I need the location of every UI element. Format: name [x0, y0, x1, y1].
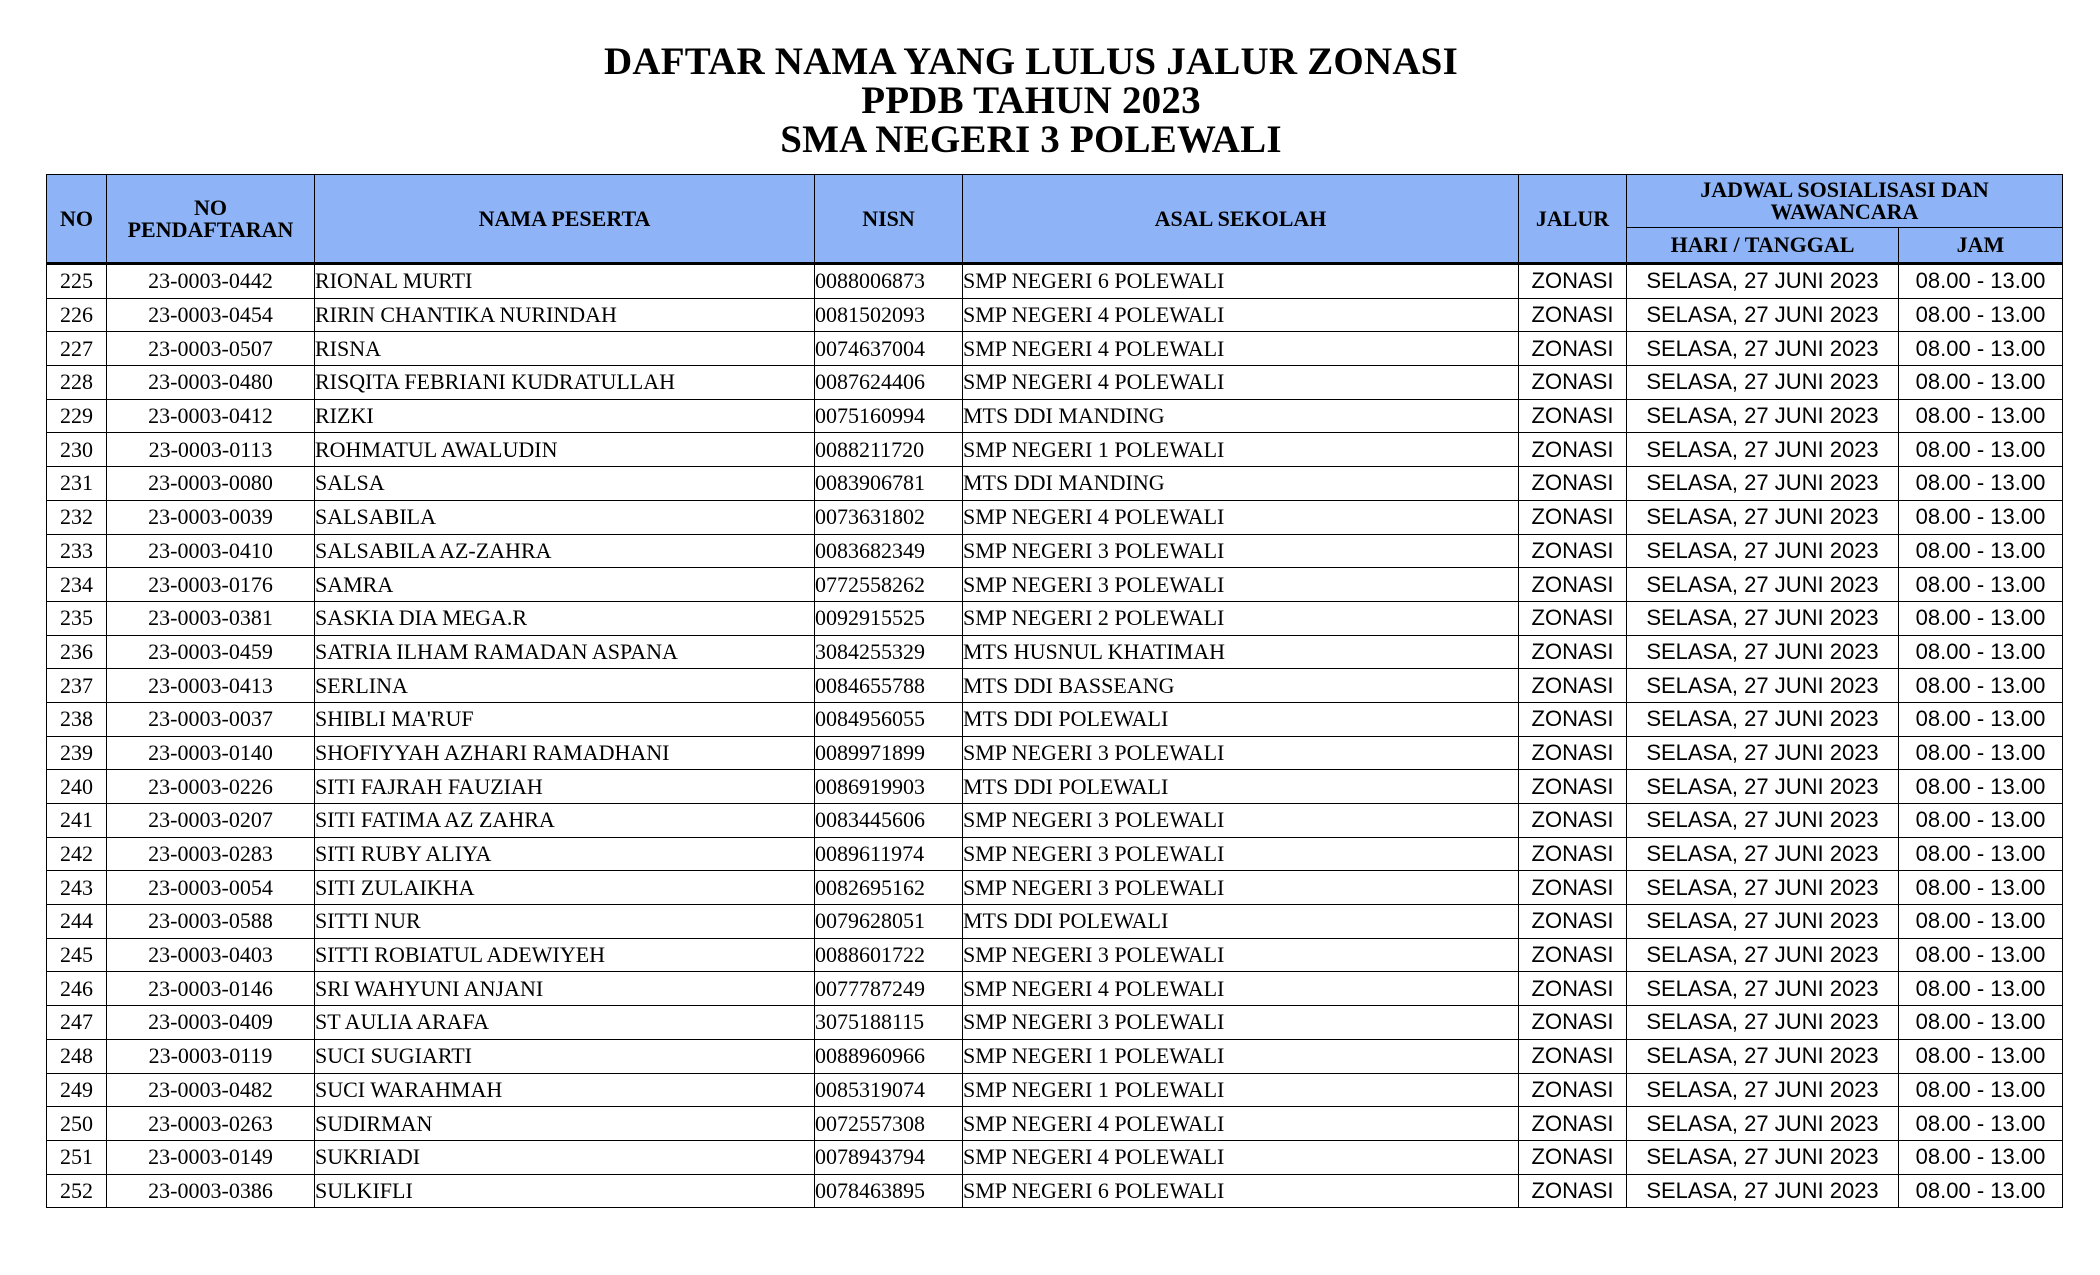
table-row	[47, 736, 2063, 770]
cell-nisn: 0088960966	[815, 1039, 963, 1073]
table-row	[47, 568, 2063, 602]
cell-no-pendaftaran: 23-0003-0412	[107, 399, 315, 433]
cell-jam: 08.00 - 13.00	[1899, 1073, 2063, 1107]
cell-nama-peserta: SATRIA ILHAM RAMADAN ASPANA	[315, 635, 815, 669]
cell-nisn: 0078943794	[815, 1140, 963, 1174]
cell-no: 242	[47, 837, 107, 871]
cell-hari-tanggal: SELASA, 27 JUNI 2023	[1627, 366, 1899, 400]
table-row	[47, 837, 2063, 871]
cell-nama-peserta: SAMRA	[315, 568, 815, 602]
cell-jalur: ZONASI	[1519, 1140, 1627, 1174]
cell-asal-sekolah: SMP NEGERI 3 POLEWALI	[963, 736, 1519, 770]
cell-nama-peserta: ROHMATUL AWALUDIN	[315, 433, 815, 467]
cell-asal-sekolah: SMP NEGERI 1 POLEWALI	[963, 1039, 1519, 1073]
cell-no-pendaftaran: 23-0003-0146	[107, 972, 315, 1006]
table-row	[47, 534, 2063, 568]
cell-asal-sekolah: MTS DDI MANDING	[963, 467, 1519, 501]
cell-hari-tanggal: SELASA, 27 JUNI 2023	[1627, 905, 1899, 939]
participants-table	[46, 174, 2063, 1208]
cell-hari-tanggal: SELASA, 27 JUNI 2023	[1627, 264, 1899, 299]
table-row	[47, 399, 2063, 433]
cell-nisn: 0088601722	[815, 938, 963, 972]
cell-jalur: ZONASI	[1519, 298, 1627, 332]
cell-no-pendaftaran: 23-0003-0140	[107, 736, 315, 770]
cell-nama-peserta: SUKRIADI	[315, 1140, 815, 1174]
cell-asal-sekolah: SMP NEGERI 4 POLEWALI	[963, 298, 1519, 332]
cell-nisn: 0078463895	[815, 1174, 963, 1208]
cell-jam: 08.00 - 13.00	[1899, 500, 2063, 534]
cell-no: 239	[47, 736, 107, 770]
cell-no-pendaftaran: 23-0003-0080	[107, 467, 315, 501]
cell-hari-tanggal: SELASA, 27 JUNI 2023	[1627, 1107, 1899, 1141]
cell-jam: 08.00 - 13.00	[1899, 905, 2063, 939]
cell-hari-tanggal: SELASA, 27 JUNI 2023	[1627, 1039, 1899, 1073]
cell-nisn: 0086919903	[815, 770, 963, 804]
cell-asal-sekolah: MTS DDI POLEWALI	[963, 770, 1519, 804]
cell-hari-tanggal: SELASA, 27 JUNI 2023	[1627, 332, 1899, 366]
cell-asal-sekolah: SMP NEGERI 1 POLEWALI	[963, 1073, 1519, 1107]
header-asal-sekolah: ASAL SEKOLAH	[963, 175, 1519, 264]
cell-jam: 08.00 - 13.00	[1899, 1107, 2063, 1141]
cell-nisn: 3075188115	[815, 1006, 963, 1040]
cell-nisn: 0088211720	[815, 433, 963, 467]
cell-nisn: 0085319074	[815, 1073, 963, 1107]
cell-nama-peserta: SUCI WARAHMAH	[315, 1073, 815, 1107]
cell-jalur: ZONASI	[1519, 264, 1627, 299]
table-row	[47, 905, 2063, 939]
cell-nama-peserta: SHOFIYYAH AZHARI RAMADHANI	[315, 736, 815, 770]
cell-nama-peserta: SITTI ROBIATUL ADEWIYEH	[315, 938, 815, 972]
cell-nisn: 0088006873	[815, 264, 963, 299]
cell-asal-sekolah: SMP NEGERI 4 POLEWALI	[963, 1140, 1519, 1174]
cell-no-pendaftaran: 23-0003-0459	[107, 635, 315, 669]
cell-nama-peserta: RIZKI	[315, 399, 815, 433]
header-no-pendaftaran: NO PENDAFTARAN	[107, 175, 315, 264]
cell-jam: 08.00 - 13.00	[1899, 871, 2063, 905]
cell-asal-sekolah: SMP NEGERI 4 POLEWALI	[963, 1107, 1519, 1141]
cell-jam: 08.00 - 13.00	[1899, 332, 2063, 366]
cell-nisn: 0089611974	[815, 837, 963, 871]
cell-jalur: ZONASI	[1519, 332, 1627, 366]
cell-no: 250	[47, 1107, 107, 1141]
cell-nama-peserta: SALSA	[315, 467, 815, 501]
cell-hari-tanggal: SELASA, 27 JUNI 2023	[1627, 1073, 1899, 1107]
table-row	[47, 601, 2063, 635]
cell-asal-sekolah: MTS HUSNUL KHATIMAH	[963, 635, 1519, 669]
cell-no-pendaftaran: 23-0003-0588	[107, 905, 315, 939]
table-row	[47, 1107, 2063, 1141]
table-row	[47, 500, 2063, 534]
cell-jalur: ZONASI	[1519, 972, 1627, 1006]
cell-jam: 08.00 - 13.00	[1899, 736, 2063, 770]
cell-asal-sekolah: SMP NEGERI 3 POLEWALI	[963, 1006, 1519, 1040]
cell-asal-sekolah: SMP NEGERI 6 POLEWALI	[963, 264, 1519, 299]
cell-jalur: ZONASI	[1519, 669, 1627, 703]
cell-asal-sekolah: SMP NEGERI 4 POLEWALI	[963, 500, 1519, 534]
cell-nama-peserta: RISNA	[315, 332, 815, 366]
cell-no: 249	[47, 1073, 107, 1107]
cell-no-pendaftaran: 23-0003-0226	[107, 770, 315, 804]
cell-nisn: 0084956055	[815, 702, 963, 736]
table-row	[47, 298, 2063, 332]
cell-nisn: 0079628051	[815, 905, 963, 939]
cell-no-pendaftaran: 23-0003-0119	[107, 1039, 315, 1073]
cell-nama-peserta: SASKIA DIA MEGA.R	[315, 601, 815, 635]
table-row	[47, 1174, 2063, 1208]
cell-no: 252	[47, 1174, 107, 1208]
table-row	[47, 669, 2063, 703]
header-nisn: NISN	[815, 175, 963, 264]
cell-hari-tanggal: SELASA, 27 JUNI 2023	[1627, 837, 1899, 871]
cell-no: 237	[47, 669, 107, 703]
cell-no: 244	[47, 905, 107, 939]
cell-nisn: 0072557308	[815, 1107, 963, 1141]
cell-jalur: ZONASI	[1519, 905, 1627, 939]
cell-nisn: 0087624406	[815, 366, 963, 400]
cell-jam: 08.00 - 13.00	[1899, 433, 2063, 467]
cell-no-pendaftaran: 23-0003-0283	[107, 837, 315, 871]
table-row	[47, 871, 2063, 905]
cell-asal-sekolah: SMP NEGERI 3 POLEWALI	[963, 534, 1519, 568]
cell-no-pendaftaran: 23-0003-0054	[107, 871, 315, 905]
cell-no-pendaftaran: 23-0003-0386	[107, 1174, 315, 1208]
cell-jalur: ZONASI	[1519, 1174, 1627, 1208]
cell-no: 238	[47, 702, 107, 736]
cell-no-pendaftaran: 23-0003-0403	[107, 938, 315, 972]
cell-no-pendaftaran: 23-0003-0176	[107, 568, 315, 602]
cell-jalur: ZONASI	[1519, 1107, 1627, 1141]
cell-no-pendaftaran: 23-0003-0263	[107, 1107, 315, 1141]
cell-nama-peserta: SITI FATIMA AZ ZAHRA	[315, 804, 815, 838]
cell-no-pendaftaran: 23-0003-0381	[107, 601, 315, 635]
cell-asal-sekolah: MTS DDI POLEWALI	[963, 702, 1519, 736]
cell-no: 240	[47, 770, 107, 804]
cell-jam: 08.00 - 13.00	[1899, 399, 2063, 433]
cell-jalur: ZONASI	[1519, 433, 1627, 467]
cell-nisn: 0077787249	[815, 972, 963, 1006]
cell-nisn: 0083906781	[815, 467, 963, 501]
cell-jalur: ZONASI	[1519, 1073, 1627, 1107]
cell-no: 251	[47, 1140, 107, 1174]
cell-hari-tanggal: SELASA, 27 JUNI 2023	[1627, 467, 1899, 501]
cell-asal-sekolah: SMP NEGERI 3 POLEWALI	[963, 837, 1519, 871]
header-jalur: JALUR	[1519, 175, 1627, 264]
cell-nama-peserta: SRI WAHYUNI ANJANI	[315, 972, 815, 1006]
cell-jalur: ZONASI	[1519, 1006, 1627, 1040]
cell-no-pendaftaran: 23-0003-0413	[107, 669, 315, 703]
cell-hari-tanggal: SELASA, 27 JUNI 2023	[1627, 534, 1899, 568]
cell-hari-tanggal: SELASA, 27 JUNI 2023	[1627, 1174, 1899, 1208]
cell-asal-sekolah: MTS DDI BASSEANG	[963, 669, 1519, 703]
table-row	[47, 635, 2063, 669]
header-jam: JAM	[1899, 228, 2063, 264]
cell-asal-sekolah: SMP NEGERI 4 POLEWALI	[963, 972, 1519, 1006]
cell-hari-tanggal: SELASA, 27 JUNI 2023	[1627, 635, 1899, 669]
cell-no-pendaftaran: 23-0003-0410	[107, 534, 315, 568]
cell-hari-tanggal: SELASA, 27 JUNI 2023	[1627, 804, 1899, 838]
cell-hari-tanggal: SELASA, 27 JUNI 2023	[1627, 871, 1899, 905]
cell-nisn: 0082695162	[815, 871, 963, 905]
cell-no: 248	[47, 1039, 107, 1073]
cell-nama-peserta: SUCI SUGIARTI	[315, 1039, 815, 1073]
cell-nisn: 0089971899	[815, 736, 963, 770]
cell-nama-peserta: SUDIRMAN	[315, 1107, 815, 1141]
cell-nama-peserta: RIONAL MURTI	[315, 264, 815, 299]
cell-jalur: ZONASI	[1519, 534, 1627, 568]
cell-jalur: ZONASI	[1519, 804, 1627, 838]
table-row	[47, 433, 2063, 467]
cell-jalur: ZONASI	[1519, 871, 1627, 905]
cell-hari-tanggal: SELASA, 27 JUNI 2023	[1627, 500, 1899, 534]
cell-nama-peserta: SHIBLI MA'RUF	[315, 702, 815, 736]
cell-no-pendaftaran: 23-0003-0037	[107, 702, 315, 736]
table-row	[47, 938, 2063, 972]
cell-jalur: ZONASI	[1519, 500, 1627, 534]
cell-asal-sekolah: SMP NEGERI 6 POLEWALI	[963, 1174, 1519, 1208]
cell-hari-tanggal: SELASA, 27 JUNI 2023	[1627, 770, 1899, 804]
cell-nisn: 0084655788	[815, 669, 963, 703]
cell-nama-peserta: SITTI NUR	[315, 905, 815, 939]
cell-asal-sekolah: SMP NEGERI 3 POLEWALI	[963, 804, 1519, 838]
cell-nisn: 0073631802	[815, 500, 963, 534]
cell-asal-sekolah: MTS DDI MANDING	[963, 399, 1519, 433]
cell-no: 229	[47, 399, 107, 433]
cell-no-pendaftaran: 23-0003-0442	[107, 264, 315, 299]
cell-no: 243	[47, 871, 107, 905]
table-row	[47, 1039, 2063, 1073]
cell-jam: 08.00 - 13.00	[1899, 298, 2063, 332]
cell-asal-sekolah: SMP NEGERI 3 POLEWALI	[963, 871, 1519, 905]
table-row	[47, 1073, 2063, 1107]
cell-no: 235	[47, 601, 107, 635]
cell-jalur: ZONASI	[1519, 467, 1627, 501]
cell-nisn: 0075160994	[815, 399, 963, 433]
cell-nama-peserta: ST AULIA ARAFA	[315, 1006, 815, 1040]
cell-nama-peserta: SALSABILA AZ-ZAHRA	[315, 534, 815, 568]
table-row	[47, 972, 2063, 1006]
table-row	[47, 366, 2063, 400]
cell-no: 226	[47, 298, 107, 332]
cell-jam: 08.00 - 13.00	[1899, 837, 2063, 871]
cell-jalur: ZONASI	[1519, 938, 1627, 972]
cell-jalur: ZONASI	[1519, 1039, 1627, 1073]
cell-jam: 08.00 - 13.00	[1899, 669, 2063, 703]
cell-jalur: ZONASI	[1519, 399, 1627, 433]
cell-jam: 08.00 - 13.00	[1899, 635, 2063, 669]
cell-no: 245	[47, 938, 107, 972]
cell-jalur: ZONASI	[1519, 770, 1627, 804]
table-row	[47, 804, 2063, 838]
cell-jam: 08.00 - 13.00	[1899, 938, 2063, 972]
cell-jam: 08.00 - 13.00	[1899, 467, 2063, 501]
cell-no: 232	[47, 500, 107, 534]
table-row	[47, 467, 2063, 501]
cell-no: 246	[47, 972, 107, 1006]
cell-nama-peserta: SITI FAJRAH FAUZIAH	[315, 770, 815, 804]
cell-asal-sekolah: SMP NEGERI 3 POLEWALI	[963, 938, 1519, 972]
cell-hari-tanggal: SELASA, 27 JUNI 2023	[1627, 433, 1899, 467]
cell-no: 236	[47, 635, 107, 669]
cell-hari-tanggal: SELASA, 27 JUNI 2023	[1627, 568, 1899, 602]
cell-nama-peserta: SITI RUBY ALIYA	[315, 837, 815, 871]
cell-hari-tanggal: SELASA, 27 JUNI 2023	[1627, 702, 1899, 736]
table-row	[47, 1140, 2063, 1174]
cell-no-pendaftaran: 23-0003-0207	[107, 804, 315, 838]
document-title-block	[0, 42, 2062, 159]
cell-no-pendaftaran: 23-0003-0482	[107, 1073, 315, 1107]
table-row	[47, 770, 2063, 804]
cell-jam: 08.00 - 13.00	[1899, 1039, 2063, 1073]
cell-nisn: 0083682349	[815, 534, 963, 568]
cell-jalur: ZONASI	[1519, 736, 1627, 770]
cell-jalur: ZONASI	[1519, 837, 1627, 871]
cell-jam: 08.00 - 13.00	[1899, 804, 2063, 838]
cell-hari-tanggal: SELASA, 27 JUNI 2023	[1627, 1006, 1899, 1040]
cell-jam: 08.00 - 13.00	[1899, 770, 2063, 804]
cell-no: 231	[47, 467, 107, 501]
cell-nisn: 0074637004	[815, 332, 963, 366]
cell-jam: 08.00 - 13.00	[1899, 366, 2063, 400]
header-hari-tanggal: HARI / TANGGAL	[1627, 228, 1899, 264]
cell-nama-peserta: SULKIFLI	[315, 1174, 815, 1208]
cell-nisn: 3084255329	[815, 635, 963, 669]
cell-hari-tanggal: SELASA, 27 JUNI 2023	[1627, 972, 1899, 1006]
cell-no: 228	[47, 366, 107, 400]
cell-jam: 08.00 - 13.00	[1899, 264, 2063, 299]
cell-nama-peserta: RISQITA FEBRIANI KUDRATULLAH	[315, 366, 815, 400]
document-subtitle-year: PPDB TAHUN 2023	[861, 79, 1201, 122]
cell-nisn: 0083445606	[815, 804, 963, 838]
cell-jam: 08.00 - 13.00	[1899, 568, 2063, 602]
table-row	[47, 264, 2063, 299]
cell-jalur: ZONASI	[1519, 635, 1627, 669]
cell-hari-tanggal: SELASA, 27 JUNI 2023	[1627, 399, 1899, 433]
cell-nisn: 0081502093	[815, 298, 963, 332]
cell-asal-sekolah: SMP NEGERI 2 POLEWALI	[963, 601, 1519, 635]
document-title: DAFTAR NAMA YANG LULUS JALUR ZONASI	[604, 40, 1458, 83]
cell-asal-sekolah: SMP NEGERI 1 POLEWALI	[963, 433, 1519, 467]
cell-no: 233	[47, 534, 107, 568]
cell-jalur: ZONASI	[1519, 568, 1627, 602]
cell-no: 247	[47, 1006, 107, 1040]
cell-no-pendaftaran: 23-0003-0039	[107, 500, 315, 534]
cell-asal-sekolah: SMP NEGERI 3 POLEWALI	[963, 568, 1519, 602]
cell-no-pendaftaran: 23-0003-0480	[107, 366, 315, 400]
cell-jam: 08.00 - 13.00	[1899, 534, 2063, 568]
cell-asal-sekolah: MTS DDI POLEWALI	[963, 905, 1519, 939]
cell-no-pendaftaran: 23-0003-0409	[107, 1006, 315, 1040]
header-no: NO	[47, 175, 107, 264]
document-subtitle-school: SMA NEGERI 3 POLEWALI	[780, 118, 1282, 161]
cell-nama-peserta: SERLINA	[315, 669, 815, 703]
cell-no-pendaftaran: 23-0003-0507	[107, 332, 315, 366]
cell-jam: 08.00 - 13.00	[1899, 1140, 2063, 1174]
cell-no: 241	[47, 804, 107, 838]
table-body	[47, 264, 2063, 1208]
cell-jalur: ZONASI	[1519, 366, 1627, 400]
cell-no-pendaftaran: 23-0003-0454	[107, 298, 315, 332]
cell-asal-sekolah: SMP NEGERI 4 POLEWALI	[963, 332, 1519, 366]
cell-jalur: ZONASI	[1519, 601, 1627, 635]
cell-jam: 08.00 - 13.00	[1899, 702, 2063, 736]
header-jadwal: JADWAL SOSIALISASI DAN WAWANCARA	[1627, 175, 2063, 228]
cell-jam: 08.00 - 13.00	[1899, 601, 2063, 635]
cell-hari-tanggal: SELASA, 27 JUNI 2023	[1627, 669, 1899, 703]
table-row	[47, 332, 2063, 366]
cell-nama-peserta: RIRIN CHANTIKA NURINDAH	[315, 298, 815, 332]
cell-no: 230	[47, 433, 107, 467]
cell-no-pendaftaran: 23-0003-0113	[107, 433, 315, 467]
cell-jam: 08.00 - 13.00	[1899, 1006, 2063, 1040]
cell-hari-tanggal: SELASA, 27 JUNI 2023	[1627, 298, 1899, 332]
header-nama-peserta: NAMA PESERTA	[315, 175, 815, 264]
cell-asal-sekolah: SMP NEGERI 4 POLEWALI	[963, 366, 1519, 400]
cell-no: 227	[47, 332, 107, 366]
cell-jam: 08.00 - 13.00	[1899, 972, 2063, 1006]
cell-no-pendaftaran: 23-0003-0149	[107, 1140, 315, 1174]
cell-hari-tanggal: SELASA, 27 JUNI 2023	[1627, 601, 1899, 635]
cell-jam: 08.00 - 13.00	[1899, 1174, 2063, 1208]
cell-nama-peserta: SALSABILA	[315, 500, 815, 534]
cell-jalur: ZONASI	[1519, 702, 1627, 736]
cell-nisn: 0772558262	[815, 568, 963, 602]
cell-hari-tanggal: SELASA, 27 JUNI 2023	[1627, 736, 1899, 770]
cell-nisn: 0092915525	[815, 601, 963, 635]
table-row	[47, 1006, 2063, 1040]
table-row	[47, 702, 2063, 736]
cell-no: 225	[47, 264, 107, 299]
cell-no: 234	[47, 568, 107, 602]
cell-nama-peserta: SITI ZULAIKHA	[315, 871, 815, 905]
table-header	[47, 175, 2063, 264]
cell-hari-tanggal: SELASA, 27 JUNI 2023	[1627, 1140, 1899, 1174]
cell-hari-tanggal: SELASA, 27 JUNI 2023	[1627, 938, 1899, 972]
